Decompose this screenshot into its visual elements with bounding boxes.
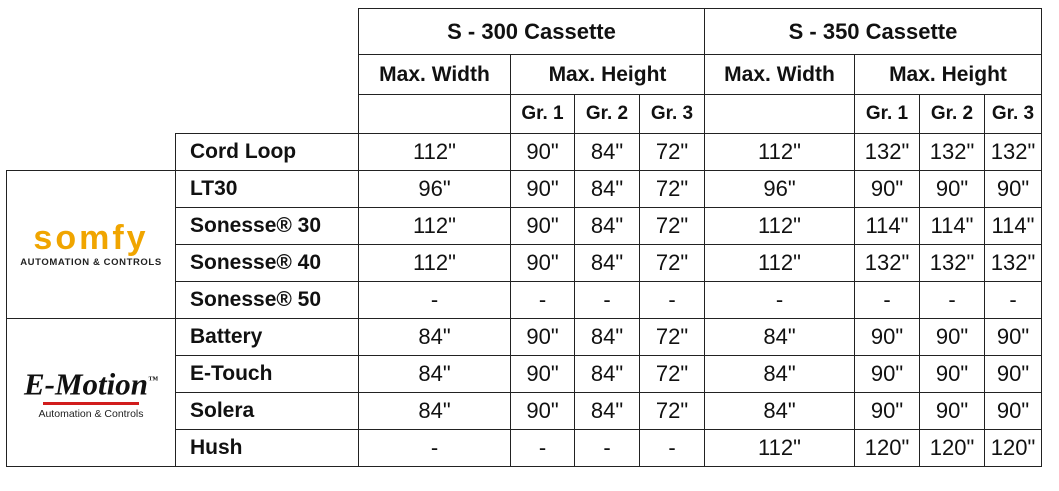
s350-gr1-cell: 90" bbox=[855, 171, 920, 208]
s350-gr3-cell: 114" bbox=[985, 208, 1042, 245]
s350-gr2-cell: 90" bbox=[920, 171, 985, 208]
s350-gr2-header: Gr. 2 bbox=[920, 95, 985, 134]
s300-max-width-cell: 112" bbox=[359, 134, 511, 171]
s300-gr3-header: Gr. 3 bbox=[640, 95, 705, 134]
s350-width-blank bbox=[705, 95, 855, 134]
s350-gr2-cell: 132" bbox=[920, 134, 985, 171]
table-row bbox=[7, 171, 1042, 208]
s300-gr2-cell: - bbox=[575, 282, 640, 319]
s300-max-height-header: Max. Height bbox=[511, 55, 705, 95]
s300-max-width-cell: 112" bbox=[359, 245, 511, 282]
s300-gr2-header: Gr. 2 bbox=[575, 95, 640, 134]
s300-max-width-cell: - bbox=[359, 430, 511, 467]
emotion-logo bbox=[7, 319, 176, 467]
s350-gr3-header: Gr. 3 bbox=[985, 95, 1042, 134]
row-label: Sonesse® 50 bbox=[176, 282, 359, 319]
s350-gr2-cell: 132" bbox=[920, 245, 985, 282]
s300-gr3-cell: - bbox=[640, 430, 705, 467]
s350-gr1-cell: 120" bbox=[855, 430, 920, 467]
s300-gr2-cell: 84" bbox=[575, 356, 640, 393]
somfy-logo bbox=[7, 171, 176, 319]
s350-gr1-cell: - bbox=[855, 282, 920, 319]
logo-blank bbox=[7, 134, 176, 171]
s350-gr1-cell: 90" bbox=[855, 393, 920, 430]
s350-gr3-cell: 120" bbox=[985, 430, 1042, 467]
s350-gr2-cell: - bbox=[920, 282, 985, 319]
s350-max-width-cell: 112" bbox=[705, 134, 855, 171]
emotion-tagline: Automation & Controls bbox=[38, 407, 144, 420]
s350-gr1-header: Gr. 1 bbox=[855, 95, 920, 134]
s350-max-width-cell: 96" bbox=[705, 171, 855, 208]
emotion-underline bbox=[43, 402, 139, 405]
s350-gr2-cell: 90" bbox=[920, 319, 985, 356]
emotion-wordmark: E-Motion™ bbox=[23, 366, 159, 402]
s300-gr3-cell: 72" bbox=[640, 393, 705, 430]
s300-gr1-cell: 90" bbox=[511, 171, 575, 208]
row-label: Sonesse® 30 bbox=[176, 208, 359, 245]
s350-gr3-cell: 132" bbox=[985, 134, 1042, 171]
s350-gr1-cell: 90" bbox=[855, 356, 920, 393]
s300-gr1-cell: 90" bbox=[511, 319, 575, 356]
s300-gr2-cell: 84" bbox=[575, 208, 640, 245]
s300-max-width-cell: - bbox=[359, 282, 511, 319]
s350-gr1-cell: 132" bbox=[855, 245, 920, 282]
s300-max-width-cell: 84" bbox=[359, 393, 511, 430]
s300-gr1-cell: 90" bbox=[511, 356, 575, 393]
row-label: Sonesse® 40 bbox=[176, 245, 359, 282]
s300-gr3-cell: 72" bbox=[640, 245, 705, 282]
somfy-wordmark: somfy bbox=[33, 219, 149, 257]
s300-gr2-cell: 84" bbox=[575, 171, 640, 208]
s350-gr2-cell: 120" bbox=[920, 430, 985, 467]
s350-gr1-cell: 90" bbox=[855, 319, 920, 356]
s350-max-height-header: Max. Height bbox=[855, 55, 1042, 95]
s300-gr2-cell: 84" bbox=[575, 319, 640, 356]
s300-gr1-cell: 90" bbox=[511, 134, 575, 171]
row-label: Hush bbox=[176, 430, 359, 467]
row-label: Battery bbox=[176, 319, 359, 356]
somfy-tagline: AUTOMATION & CONTROLS bbox=[20, 257, 162, 268]
s300-gr3-cell: 72" bbox=[640, 208, 705, 245]
s350-max-width-cell: 84" bbox=[705, 356, 855, 393]
s300-gr3-cell: - bbox=[640, 282, 705, 319]
row-label: Cord Loop bbox=[176, 134, 359, 171]
s350-gr3-cell: 90" bbox=[985, 319, 1042, 356]
row-label: LT30 bbox=[176, 171, 359, 208]
s300-gr2-cell: 84" bbox=[575, 134, 640, 171]
s350-gr3-cell: 132" bbox=[985, 245, 1042, 282]
s350-gr1-cell: 132" bbox=[855, 134, 920, 171]
s350-max-width-cell: 112" bbox=[705, 208, 855, 245]
s350-max-width-cell: 112" bbox=[705, 430, 855, 467]
s300-max-width-header: Max. Width bbox=[359, 55, 511, 95]
s350-max-width-cell: 112" bbox=[705, 245, 855, 282]
s300-width-blank bbox=[359, 95, 511, 134]
table-row bbox=[7, 319, 1042, 356]
s350-header: S - 350 Cassette bbox=[705, 9, 1042, 55]
s300-gr3-cell: 72" bbox=[640, 356, 705, 393]
s350-gr3-cell: - bbox=[985, 282, 1042, 319]
s300-max-width-cell: 112" bbox=[359, 208, 511, 245]
s300-header: S - 300 Cassette bbox=[359, 9, 705, 55]
s300-gr3-cell: 72" bbox=[640, 134, 705, 171]
s300-gr3-cell: 72" bbox=[640, 319, 705, 356]
s300-gr1-cell: 90" bbox=[511, 208, 575, 245]
row-label: Solera bbox=[176, 393, 359, 430]
s350-max-width-cell: - bbox=[705, 282, 855, 319]
table-row bbox=[7, 134, 1042, 171]
s300-gr1-cell: - bbox=[511, 430, 575, 467]
size-chart-table bbox=[6, 8, 1042, 467]
s300-gr1-cell: 90" bbox=[511, 245, 575, 282]
s350-gr3-cell: 90" bbox=[985, 171, 1042, 208]
s350-gr2-cell: 114" bbox=[920, 208, 985, 245]
s350-max-width-header: Max. Width bbox=[705, 55, 855, 95]
s350-gr2-cell: 90" bbox=[920, 356, 985, 393]
s350-gr3-cell: 90" bbox=[985, 356, 1042, 393]
s350-max-width-cell: 84" bbox=[705, 319, 855, 356]
s300-gr1-cell: - bbox=[511, 282, 575, 319]
s350-gr1-cell: 114" bbox=[855, 208, 920, 245]
s350-gr3-cell: 90" bbox=[985, 393, 1042, 430]
s350-max-width-cell: 84" bbox=[705, 393, 855, 430]
row-label: E-Touch bbox=[176, 356, 359, 393]
s300-gr1-header: Gr. 1 bbox=[511, 95, 575, 134]
s300-gr3-cell: 72" bbox=[640, 171, 705, 208]
s300-gr2-cell: - bbox=[575, 430, 640, 467]
s300-gr2-cell: 84" bbox=[575, 393, 640, 430]
s300-max-width-cell: 84" bbox=[359, 319, 511, 356]
s350-gr2-cell: 90" bbox=[920, 393, 985, 430]
s300-max-width-cell: 96" bbox=[359, 171, 511, 208]
s300-gr1-cell: 90" bbox=[511, 393, 575, 430]
s300-max-width-cell: 84" bbox=[359, 356, 511, 393]
s300-gr2-cell: 84" bbox=[575, 245, 640, 282]
